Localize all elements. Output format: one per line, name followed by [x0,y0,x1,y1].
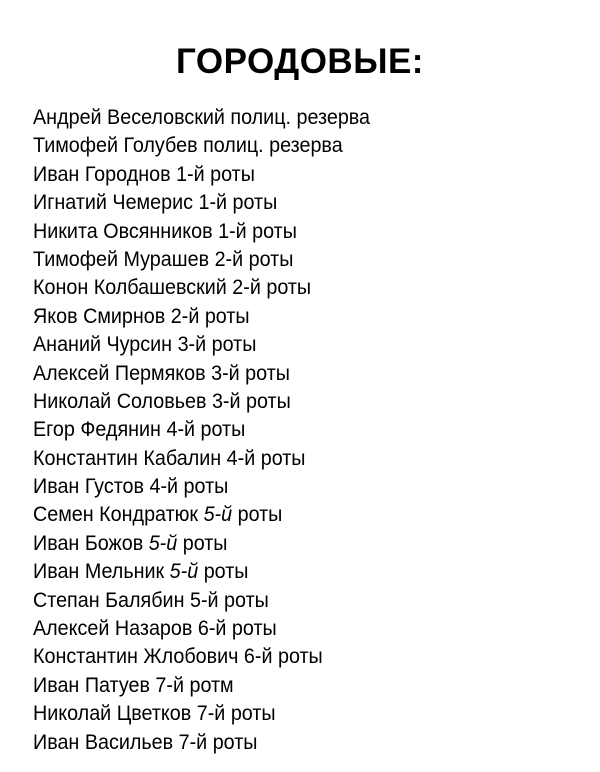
roster-entry [33,132,370,160]
officer-name: Тимофей Голубев [33,134,198,158]
roster-entry [33,104,370,132]
roster-entry [33,303,370,331]
unit-label: 6-й роты [243,645,323,669]
unit-label: 3-й роты [211,361,290,385]
officer-name: Николай Цветков [33,702,192,726]
unit-label: 2-й роты [232,276,312,300]
roster-entry [33,331,370,359]
officer-name: Алексей Пермяков [33,361,206,385]
roster-entry [33,360,370,388]
unit-label: роты [203,560,249,584]
unit-number-italic: 5-й [203,503,233,527]
unit-label: 6-й роты [197,617,277,641]
officer-name: Семен Кондратюк [33,503,199,527]
officer-name: Константин Кабалин [33,446,222,470]
roster-entry [33,218,370,246]
officer-name: Иван Васильев [33,730,174,754]
unit-label: полиц. резерва [203,134,343,158]
roster-entry [33,587,370,615]
officer-name: Никита Овсянников [33,219,213,243]
unit-label: 7-й роты [196,702,276,726]
roster-list [33,104,392,757]
officer-name: Алексей Назаров [33,617,193,641]
unit-label: 4-й роты [226,446,306,470]
roster-entry [33,189,370,217]
officer-name: Николай Соловьев [33,389,207,413]
officer-name: Егор Федянин [33,418,161,442]
officer-name: Игнатий Чемерис [33,191,193,215]
unit-label: 1-й роты [218,219,297,243]
officer-name: Ананий Чурсин [33,333,173,357]
officer-name: Иван Мельник [33,560,165,584]
unit-label: 7-й роты [178,730,258,754]
roster-entry [33,501,370,529]
unit-label: 4-й роты [149,475,229,499]
unit-number-italic: 5-й [169,560,199,584]
unit-label: 2-й роты [214,247,294,271]
officer-name: Яков Смирнов [33,304,166,328]
officer-name: Константин Жлобович [33,645,239,669]
unit-label: 4-й роты [166,418,246,442]
unit-label: 5-й роты [189,588,269,612]
unit-label: роты [237,503,283,527]
officer-name: Иван Патуев [33,673,150,697]
unit-label: 7-й ротм [155,673,234,697]
roster-entry [33,161,370,189]
roster-entry [33,700,370,728]
roster-entry [33,473,370,501]
roster-entry [33,729,370,757]
officer-name: Иван Густов [33,475,144,499]
unit-label: 1-й роты [176,162,255,186]
officer-name: Конон Колбашевский [33,276,227,300]
unit-label: 1-й роты [198,191,278,215]
roster-entry [33,558,370,586]
roster-entry [33,643,370,671]
roster-entry [33,672,370,700]
roster-entry [33,530,370,558]
officer-name: Иван Божов [33,531,144,555]
officer-name: Андрей Веселовский [33,106,225,129]
unit-label: 3-й роты [177,333,257,357]
unit-number-italic: 5-й [148,531,178,555]
roster-entry [33,388,370,416]
roster-entry [33,246,370,274]
roster-entry [33,274,370,302]
page-title: ГОРОДОВЫЕ: [176,42,424,81]
unit-label: полиц. резерва [230,106,371,129]
officer-name: Степан Балябин [33,588,185,612]
unit-label: роты [182,531,228,555]
officer-name: Тимофей Мурашев [33,247,210,271]
roster-entry [33,445,370,473]
unit-label: 3-й роты [211,389,291,413]
roster-entry [33,416,370,444]
roster-entry [33,615,370,643]
officer-name: Иван Городнов [33,162,171,186]
unit-label: 2-й роты [170,304,250,328]
